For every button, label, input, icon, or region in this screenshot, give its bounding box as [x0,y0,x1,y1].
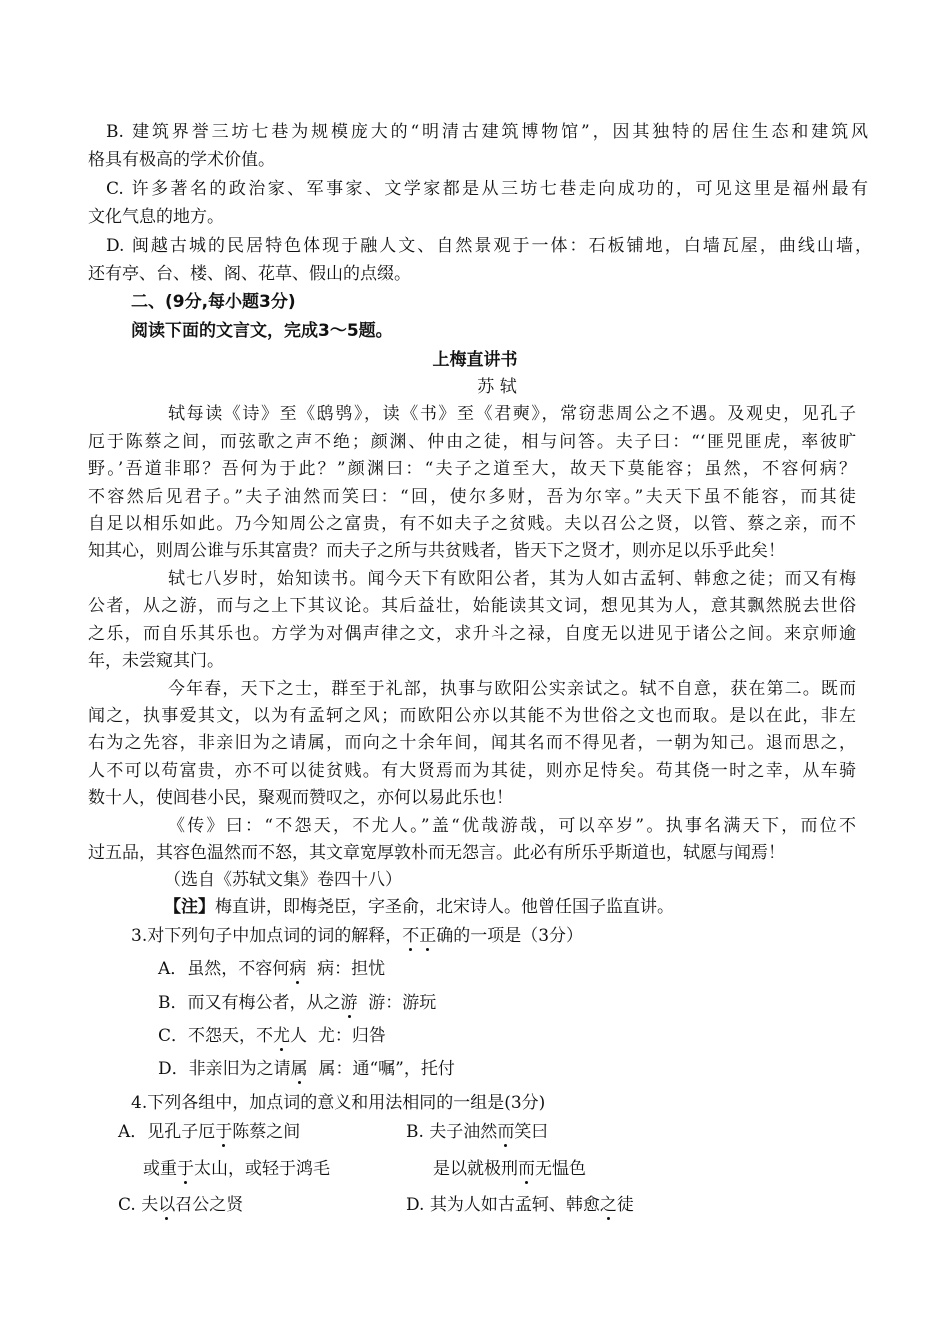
option-text: 属：通“嘱”，托付 [307,1059,455,1079]
section-heading: 二、(9分,每小题3分) [131,292,296,312]
passage-line: 数十人，使闾巷小民，聚观而赞叹之，亦何以易此乐也！ [88,788,513,808]
option-c-line2: 文化气息的地方。 [88,207,224,227]
passage-line: 轼七八岁时，始知读书。闻今天下有欧阳公者，其为人如古孟轲、韩愈之徒；而又有梅 [168,569,856,589]
passage-line: 人不可以苟富贵，亦不可以徒贫贱。有大贤焉而为其徒，则亦足恃矣。苟其侥一时之幸，从车骑 [88,761,856,781]
emphasis-dot-char: 正 [419,926,437,946]
option-text: A．见孔子厄 [118,1122,216,1142]
emphasis-dot-char: 游 [340,993,358,1013]
option-b-line1: B. 建筑界誉三坊七巷为规模庞大的“明清古建筑博物馆”，因其独特的居住生态和建筑风 [106,122,868,142]
option-text: 人 尤：归咎 [290,1026,386,1046]
passage-line: 不容然后见君子。”夫子油然而笑曰：“回，使尔多财，吾为尔宰。”夫天下虽不能容，而其徒 [88,487,856,507]
option-text: 无愠色 [535,1159,586,1179]
emphasis-dot-char: 属 [290,1059,308,1079]
passage-title: 上梅直讲书 [432,350,518,370]
option-d-line2: 还有亭、台、楼、阁、花草、假山的点缀。 [88,264,411,284]
option-text: D. 其为人如古孟轲、韩愈 [406,1195,600,1215]
question-4-stem: 4.下列各组中，加点词的意义和用法相同的一组是(3分) [131,1093,546,1113]
note-label: 【注】 [164,897,215,917]
q4-option-b-line2 [433,1158,586,1180]
emphasis-dot-char: 于 [177,1159,194,1179]
option-text: 是以就极刑 [433,1159,518,1179]
passage-line: 过五品，其容色温然而不怒，其文章宽厚敦朴而无怨言。此必有所乐乎斯道也，轼愿与闻焉！ [88,843,785,863]
emphasis-dot-char: 而 [497,1122,515,1142]
emphasis-dot-char: 于 [215,1122,233,1142]
q4-option-d [406,1194,634,1216]
option-d-line1: D. 闽越古城的民居特色体现于融人文、自然景观于一体：石板铺地，白墙瓦屋，曲线山墙， [106,236,872,256]
note-text: 梅直讲，即梅尧臣，字圣俞，北宋诗人。他曾任国子监直讲。 [215,897,674,917]
passage-author: 苏 轼 [477,377,517,397]
passage-line: 公者，从之游，而与之上下其议论。其后益壮，始能读其文词，想见其为人，意其飘然脱去世俗 [88,596,856,616]
option-text: D．非亲旧为之请 [158,1059,291,1079]
passage-line: 今年春，天下之士，群至于礼部，执事与欧阳公实亲试之。轼不自意，获在第二。既而 [168,679,856,699]
option-c-line1: C. 许多著名的政治家、军事家、文学家都是从三坊七巷走向成功的，可见这里是福州最有 [106,179,868,199]
q3-option-d [158,1058,455,1080]
option-b-line2: 格具有极高的学术价值。 [88,150,275,170]
q3-option-a [158,958,385,980]
passage-source: （选自《苏轼文集》卷四十八） [164,870,402,890]
question-3-stem [131,925,583,947]
option-text: 或重 [143,1159,177,1179]
option-text: C. 夫 [118,1195,159,1215]
emphasis-dot-char: 而 [518,1159,535,1179]
q4-option-a-line1 [118,1121,300,1143]
q3-option-b [158,992,436,1014]
passage-line: 野。’吾道非耶？吾何为于此？”颜渊曰：“夫子之道至大，故天下莫能容；虽然，不容何病？ [88,459,856,479]
section-instruction: 阅读下面的文言文，完成3～5题。 [131,321,393,341]
option-text: 太山，或轻于鸿毛 [194,1159,330,1179]
q3-stem-text: 3.对下列句子中加点词的词的解释， [131,926,403,946]
emphasis-dot-char: 以 [158,1195,176,1215]
q3-stem-text: 确的一项是（3分） [436,926,584,946]
option-text: 笑曰 [514,1122,549,1142]
option-text: 陈蔡之间 [232,1122,301,1142]
option-text: B．而又有梅公者，从之 [158,993,341,1013]
emphasis-dot-char: 之 [599,1195,617,1215]
passage-note [164,896,674,918]
emphasis-dot-char: 尤 [273,1026,291,1046]
passage-line: 自足以相乐如此。乃今知周公之富贵，有不如夫子之贫贱。夫以召公之贤，以管、蔡之亲，而不 [88,514,856,534]
passage-line: 《传》曰：“不怨天，不尤人。”盖“优哉游哉，可以卒岁”。执事名满天下，而位不 [168,816,856,836]
option-text: 徒 [616,1195,634,1215]
option-text: B. 夫子油然 [406,1122,498,1142]
passage-line: 知其心，则周公谁与乐其富贵？而夫子之所与共贫贱者，皆天下之贤才，则亦足以乐乎此矣！ [88,541,785,561]
option-text: 游：游玩 [357,993,437,1013]
passage-line: 年，未尝窥其门。 [88,651,224,671]
q4-option-b-line1 [406,1121,548,1143]
passage-line: 之乐，而自乐其乐也。方学为对偶声律之文，求升斗之禄，自度无以进见于诸公之间。来京师逾 [88,624,856,644]
option-text: 病：担忧 [306,959,386,979]
q4-option-c [118,1194,243,1216]
passage-line: 右为之先容，非亲旧为之请属，而向之十余年间，闻其名而不得见者，一朝为知己。退而思之， [88,733,856,753]
q4-option-a-line2 [143,1158,330,1180]
q3-option-c [158,1025,386,1047]
emphasis-dot-char: 不 [402,926,420,946]
emphasis-dot-char: 病 [289,959,307,979]
passage-line: 厄于陈蔡之间，而弦歌之声不绝；颜渊、仲由之徒，相与问答。夫子曰：“‘匪兕匪虎，率彼旷 [88,432,856,452]
option-text: 召公之贤 [175,1195,244,1215]
passage-line: 轼每读《诗》至《鸱鸮》，读《书》至《君奭》，常窃悲周公之不遇。及观史，见孔子 [168,404,856,424]
option-text: C．不怨天，不 [158,1026,274,1046]
option-text: A．虽然，不容何 [158,959,290,979]
passage-line: 闻之，执事爱其文，以为有孟轲之风；而欧阳公亦以其能不为世俗之文也而取。是以在此，非左 [88,706,856,726]
